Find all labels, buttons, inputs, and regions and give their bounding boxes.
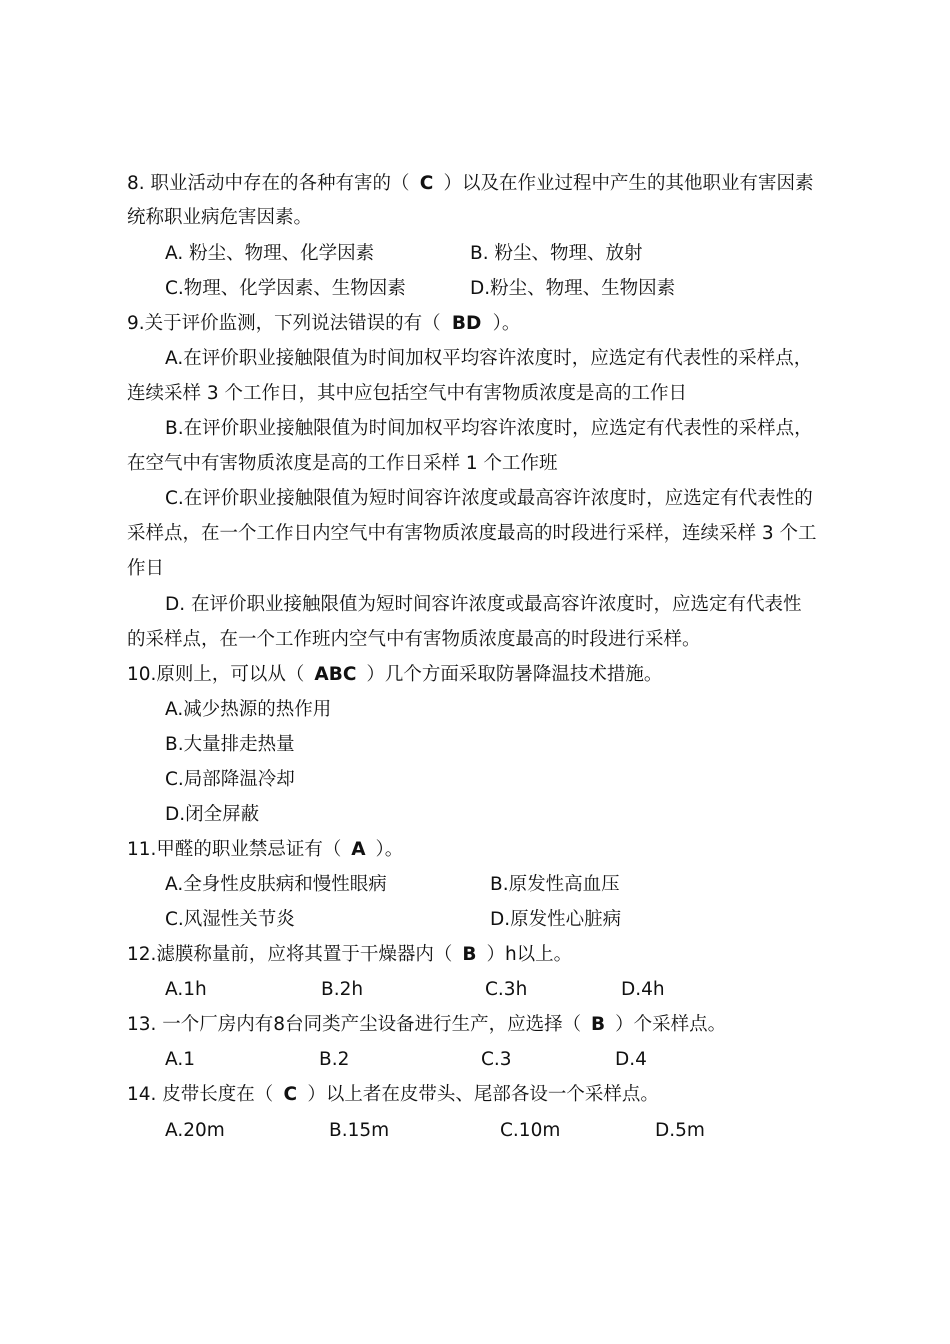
q8-option-a: A. 粉尘、物理、化学因素 [165,243,375,264]
q13-option-d: D.4 [615,1049,647,1070]
q12-stem-suffix: ）h以上。 [486,944,573,965]
q8-stem-line-2: 统称职业病危害因素。 [127,207,313,228]
q9-option-b-line-1: B.在评价职业接触限值为时间加权平均容许浓度时，应选定有代表性的采样点， [165,418,813,439]
q10-option-d: D.闭全屏蔽 [165,804,260,825]
q11-option-d: D.原发性心脏病 [490,909,622,930]
q9-option-b-line-2: 在空气中有害物质浓度是高的工作日采样 1 个工作班 [127,453,558,474]
q8-stem-suffix: ）以及在作业过程中产生的其他职业有害因素 [443,173,814,194]
q12-stem-prefix: 12.滤膜称量前，应将其置于干燥器内（ [127,944,453,965]
q14-answer: C [283,1084,298,1105]
q12-answer: B [462,944,477,965]
q10-stem-suffix: ）几个方面采取防暑降温技术措施。 [366,664,663,685]
q10-stem [127,661,662,689]
q10-option-c: C.局部降温冷却 [165,769,295,790]
q8-stem-prefix: 8. 职业活动中存在的各种有害的（ [127,173,410,194]
q14-option-c: C.10m [500,1120,561,1141]
q9-option-c-line-3: 作日 [127,558,165,579]
q9-stem-suffix: ）。 [492,313,521,334]
q8-option-d: D.粉尘、物理、生物因素 [470,278,676,299]
q13-answer: B [591,1014,606,1035]
q12-stem [127,941,572,969]
q14-stem-suffix: ）以上者在皮带头、尾部各设一个采样点。 [307,1084,659,1105]
q11-option-b: B.原发性高血压 [490,874,620,895]
q11-option-a: A.全身性皮肤病和慢性眼病 [165,874,387,895]
q14-stem-prefix: 14. 皮带长度在（ [127,1084,274,1105]
q12-option-a: A.1h [165,979,207,1000]
q10-option-a: A.减少热源的热作用 [165,699,332,720]
q9-option-d-line-1: D. 在评价职业接触限值为短时间容许浓度或最高容许浓度时，应选定有代表性 [165,594,802,615]
q13-stem-suffix: ）个采样点。 [615,1014,727,1035]
q8-option-b: B. 粉尘、物理、放射 [470,243,643,264]
q9-option-c-line-2: 采样点，在一个工作日内空气中有害物质浓度最高的时段进行采样，连续采样 3 个工 [127,523,817,544]
q8-stem-line-1 [127,170,814,198]
q14-option-a: A.20m [165,1120,225,1141]
q14-stem [127,1081,659,1109]
q8-option-c: C.物理、化学因素、生物因素 [165,278,406,299]
q11-answer: A [351,839,366,860]
q9-option-a-line-1: A.在评价职业接触限值为时间加权平均容许浓度时，应选定有代表性的采样点， [165,348,813,369]
q13-stem [127,1011,726,1039]
q12-option-d: D.4h [621,979,665,1000]
q9-option-c-line-1: C.在评价职业接触限值为短时间容许浓度或最高容许浓度时，应选定有代表性的 [165,488,813,509]
q11-option-c: C.风湿性关节炎 [165,909,295,930]
q13-option-a: A.1 [165,1049,195,1070]
q10-stem-prefix: 10.原则上，可以从（ [127,664,305,685]
q9-stem [127,310,520,338]
q11-stem [127,836,403,864]
q14-option-d: D.5m [655,1120,705,1141]
q13-option-b: B.2 [319,1049,350,1070]
q11-stem-prefix: 11.甲醛的职业禁忌证有（ [127,839,342,860]
q9-option-d-line-2: 的采样点，在一个工作班内空气中有害物质浓度最高的时段进行采样。 [127,629,701,650]
q13-stem-prefix: 13. 一个厂房内有8台同类产尘设备进行生产，应选择（ [127,1014,582,1035]
q8-answer: C [419,173,434,194]
q9-stem-prefix: 9.关于评价监测，下列说法错误的有（ [127,313,441,334]
q10-option-b: B.大量排走热量 [165,734,295,755]
q12-option-c: C.3h [485,979,528,1000]
q14-option-b: B.15m [329,1120,390,1141]
q9-option-a-line-2: 连续采样 3 个工作日，其中应包括空气中有害物质浓度是高的工作日 [127,383,688,404]
q11-stem-suffix: ）。 [375,839,404,860]
q12-option-b: B.2h [321,979,364,1000]
q10-answer: ABC [314,664,357,685]
q9-answer: BD [451,313,482,334]
q13-option-c: C.3 [481,1049,512,1070]
